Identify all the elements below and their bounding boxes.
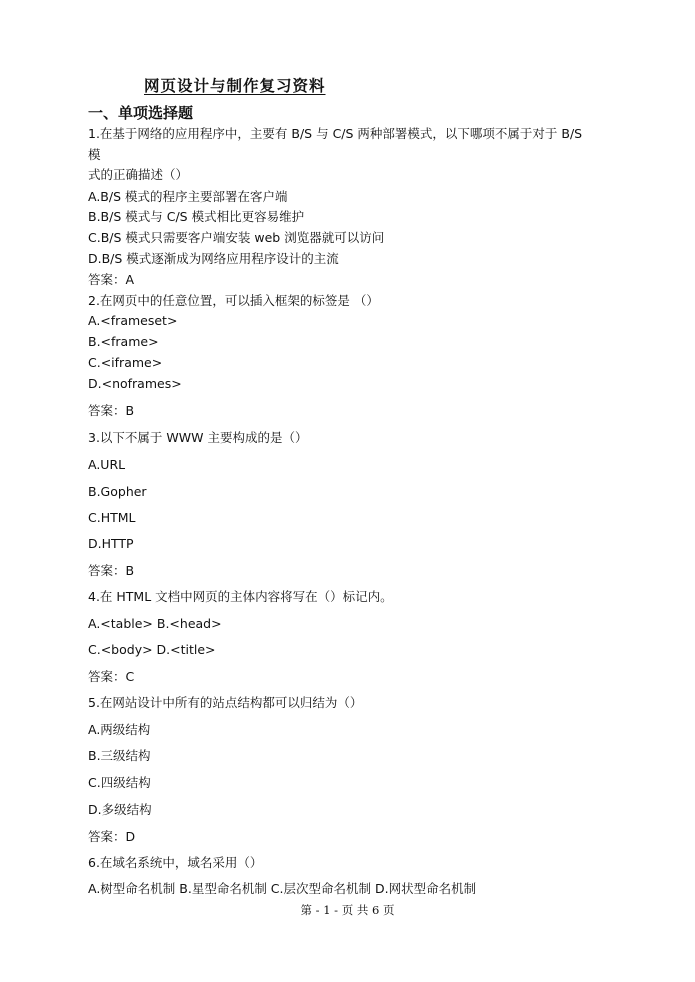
question-4-options-cd: C.<body> D.<title>	[88, 642, 216, 657]
question-1-option-d: D.B/S 模式逐渐成为网络应用程序设计的主流	[88, 251, 339, 266]
question-2-option-a: A.<frameset>	[88, 313, 178, 328]
question-1-answer: 答案：A	[88, 272, 135, 287]
question-2-option-c: C.<iframe>	[88, 355, 163, 370]
question-1-stem-wrap: 模	[88, 147, 101, 162]
question-5-stem: 5.在网站设计中所有的站点结构都可以归结为（）	[88, 695, 363, 710]
question-1-option-c: C.B/S 模式只需要客户端安装 web 浏览器就可以访问	[88, 230, 385, 245]
question-1-option-a: A.B/S 模式的程序主要部署在客户端	[88, 189, 288, 204]
question-5-option-b: B.三级结构	[88, 748, 151, 763]
question-3-stem: 3.以下不属于 WWW 主要构成的是（）	[88, 430, 308, 445]
question-5-option-c: C.四级结构	[88, 775, 151, 790]
question-4-options-ab: A.<table> B.<head>	[88, 616, 222, 631]
question-3-option-d: D.HTTP	[88, 536, 134, 551]
question-5-option-a: A.两级结构	[88, 722, 151, 737]
question-2-answer: 答案：B	[88, 403, 135, 418]
question-1-stem: 1.在基于网络的应用程序中，主要有 B/S 与 C/S 两种部署模式，以下哪项不属于对于 B/S	[88, 126, 583, 141]
question-3-option-a: A.URL	[88, 457, 126, 472]
question-6-options: A.树型命名机制 B.星型命名机制 C.层次型命名机制 D.网状型命名机制	[88, 881, 477, 896]
question-1-stem-cont: 式的正确描述（）	[88, 167, 189, 182]
question-3-answer: 答案：B	[88, 563, 135, 578]
question-2-option-d: D.<noframes>	[88, 376, 182, 391]
question-3-option-b: B.Gopher	[88, 484, 147, 499]
question-2-option-b: B.<frame>	[88, 334, 159, 349]
question-4-answer: 答案：C	[88, 669, 135, 684]
page-footer: 第 - 1 - 页 共 6 页	[300, 903, 395, 917]
question-6-stem: 6.在域名系统中，域名采用（）	[88, 855, 263, 870]
document-title: 网页设计与制作复习资料	[144, 77, 326, 95]
question-3-option-c: C.HTML	[88, 510, 136, 525]
question-2-stem: 2.在网页中的任意位置，可以插入框架的标签是 （）	[88, 293, 379, 308]
section-heading: 一、单项选择题	[88, 104, 194, 122]
question-4-stem: 4.在 HTML 文档中网页的主体内容将写在（）标记内。	[88, 589, 393, 604]
question-1-option-b: B.B/S 模式与 C/S 模式相比更容易维护	[88, 209, 305, 224]
question-5-option-d: D.多级结构	[88, 802, 152, 817]
question-5-answer: 答案：D	[88, 829, 136, 844]
